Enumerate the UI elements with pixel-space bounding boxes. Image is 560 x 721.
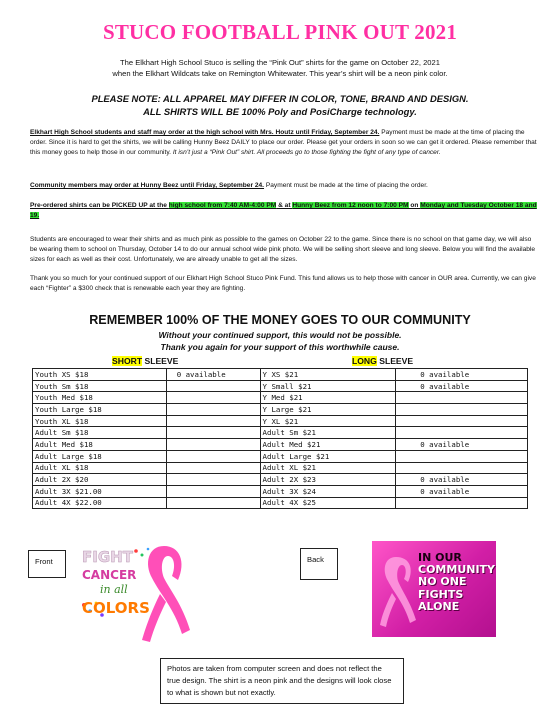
short-availability-cell — [166, 380, 260, 392]
short-sleeve-size-cell-text: Adult 2X $20 — [35, 475, 89, 485]
short-availability-cell-text — [169, 452, 177, 461]
sleeve-section-labels — [112, 356, 452, 367]
short-sleeve-size-cell-text: Adult 4X $22.00 — [35, 498, 102, 508]
intro-text — [30, 57, 530, 79]
sizes-table — [32, 368, 528, 509]
short-availability-cell-text — [169, 382, 177, 391]
short-availability-cell — [166, 369, 260, 381]
table-row — [33, 404, 528, 416]
long-availability-cell — [396, 485, 528, 497]
short-sleeve-size-cell — [33, 427, 167, 439]
short-sleeve-size-cell-text: Youth XL $18 — [35, 416, 89, 426]
long-availability-cell — [396, 474, 528, 486]
short-sleeve-size-cell — [33, 415, 167, 427]
long-availability-cell-text: 0 available — [420, 439, 470, 449]
long-sleeve-size-cell-text: Adult 2X $23 — [262, 475, 316, 485]
table-row — [33, 462, 528, 474]
logo-cancer: CANCER — [82, 568, 137, 582]
short-availability-cell-text — [169, 475, 177, 484]
long-availability-cell-text: 0 available — [420, 486, 470, 496]
table-row — [33, 497, 528, 509]
logo-in-all: in all — [100, 583, 128, 596]
long-availability-cell-text: 0 available — [420, 475, 470, 485]
short-sleeve-size-cell-text: Adult XL $18 — [35, 463, 89, 473]
short-availability-cell — [166, 485, 260, 497]
table-row — [33, 392, 528, 404]
community-order-paragraph — [30, 181, 540, 191]
table-row — [33, 427, 528, 439]
community-order-lead: Community members may order at Hunny Beez until Friday, September 24. — [30, 182, 265, 189]
short-availability-cell-text — [169, 417, 177, 426]
table-row — [33, 485, 528, 497]
short-sleeve-size-cell — [33, 462, 167, 474]
long-rest: SLEEVE — [376, 356, 414, 366]
long-sleeve-size-cell-text: Y Small $21 — [262, 381, 312, 391]
short-availability-cell — [166, 462, 260, 474]
page-title: STUCO FOOTBALL PINK OUT 2021 — [102, 20, 458, 44]
short-sleeve-size-cell-text: Youth Large $18 — [35, 404, 102, 414]
long-sleeve-size-cell-text: Adult Sm $21 — [262, 428, 316, 438]
short-sleeve-size-cell — [33, 380, 167, 392]
pickup-e: on — [408, 202, 421, 209]
long-sleeve-size-cell-text: Y XL $21 — [262, 416, 299, 426]
community-line-2: COMMUNITY — [418, 563, 496, 577]
short-availability-cell-text — [169, 393, 177, 402]
short-sleeve-size-cell-text: Adult 3X $21.00 — [35, 486, 102, 496]
short-availability-cell-text — [169, 428, 177, 437]
pickup-store-hours: Hunny Beez from 12 noon to 7:00 PM — [292, 202, 409, 209]
short-availability-cell-text — [169, 463, 177, 472]
pink-ribbon-icon — [130, 538, 200, 648]
short-sleeve-size-cell — [33, 439, 167, 451]
short-availability-cell — [166, 404, 260, 416]
long-sleeve-size-cell-text: Y XS $21 — [262, 369, 299, 379]
long-availability-cell — [396, 369, 528, 381]
short-availability-cell — [166, 439, 260, 451]
long-availability-cell — [396, 497, 528, 509]
short-sleeve-size-cell — [33, 450, 167, 462]
community-line-5: ALONE — [418, 599, 460, 613]
community-back-design — [372, 541, 496, 637]
short-sleeve-size-cell — [33, 497, 167, 509]
pickup-dates: Monday and Tuesday October 18 and 19. — [30, 202, 537, 219]
long-availability-cell — [396, 450, 528, 462]
pickup-paragraph — [30, 201, 540, 221]
long-sleeve-size-cell — [260, 497, 396, 509]
short-availability-cell — [166, 415, 260, 427]
table-row — [33, 439, 528, 451]
long-availability-cell — [396, 415, 528, 427]
short-sleeve-size-cell — [33, 485, 167, 497]
note-line-1: PLEASE NOTE: ALL APPAREL MAY DIFFER IN COLOR, TONE, BRAND AND DESIGN. — [91, 93, 469, 104]
short-availability-cell — [166, 450, 260, 462]
back-label: Back — [300, 548, 338, 580]
short-sleeve-size-cell-text: Adult Med $18 — [35, 439, 93, 449]
long-sleeve-size-cell — [260, 462, 396, 474]
community-heading: REMEMBER 100% OF THE MONEY GOES TO OUR COMMUNITY — [89, 313, 471, 327]
student-order-body: Payment must be made at the time of placing the order. Since it is hard to get the shirts, we will be calling Hunny Beez DAILY to place our order. Please get your orders in soon so we can get it ordered. Please remember that this money goes to help those in our community. — [30, 129, 537, 156]
pickup-school-hours: high school from 7:40 AM-4:00 PM — [168, 202, 277, 209]
intro-line-2: when the Elkhart Wildcats take on Remington Whitewater. This year’s shirt will be a neon pink color. — [112, 69, 448, 78]
logo-fight: FIGHT — [82, 548, 133, 566]
pickup-a: Pre-ordered shirts can be PICKED UP at the — [30, 202, 169, 209]
long-availability-cell-text: 0 available — [420, 369, 470, 379]
long-availability-cell-text — [398, 428, 420, 437]
support-subheading: Without your continued support, this would not be possible. — [158, 330, 402, 340]
long-availability-cell — [396, 427, 528, 439]
short-sleeve-size-cell-text: Youth XS $18 — [35, 369, 89, 379]
long-availability-cell — [396, 439, 528, 451]
long-availability-cell — [396, 380, 528, 392]
intro-line-1: The Elkhart High School Stuco is selling the “Pink Out” shirts for the game on October 22, 2021 — [120, 58, 440, 67]
community-text — [418, 552, 494, 613]
short-availability-cell-text — [169, 405, 177, 414]
long-sleeve-size-cell — [260, 415, 396, 427]
short-availability-cell — [166, 392, 260, 404]
long-availability-cell-text — [398, 393, 420, 402]
long-sleeve-size-cell — [260, 380, 396, 392]
short-sleeve-size-cell — [33, 369, 167, 381]
short-sleeve-size-cell — [33, 474, 167, 486]
long-sleeve-size-cell — [260, 485, 396, 497]
wear-shirts-paragraph: Students are encouraged to wear their shirts and as much pink as possible to the games on October 22 to the game. Since there is no school on that game day, we will also be wearing them to school on Thursday, October 14 to do our annual school wide pink photo. We will be selling short sleeve and long sleeve. Below you will find the available sizes for each as well as their cost. Unfortunately, we are already unable to get all the sizes. — [30, 236, 536, 263]
long-sleeve-size-cell-text: Adult 3X $24 — [262, 486, 316, 496]
long-availability-cell — [396, 462, 528, 474]
short-availability-cell — [166, 427, 260, 439]
thanks-subheading: Thank you again for your support of this worthwhile cause. — [160, 342, 400, 352]
long-availability-cell-text — [398, 417, 420, 426]
short-key: SHORT — [112, 356, 143, 366]
long-sleeve-size-cell-text: Adult XL $21 — [262, 463, 316, 473]
long-availability-cell-text — [398, 498, 420, 507]
short-availability-cell — [166, 474, 260, 486]
front-label: Front — [28, 550, 66, 578]
apparel-note — [20, 92, 540, 118]
short-sleeve-size-cell — [33, 404, 167, 416]
logo-colors: COLORS — [82, 599, 150, 617]
table-row — [33, 369, 528, 381]
long-sleeve-size-cell — [260, 474, 396, 486]
short-sleeve-size-cell-text: Adult Large $18 — [35, 451, 102, 461]
short-availability-cell-text — [169, 440, 177, 449]
long-sleeve-size-cell-text: Y Large $21 — [262, 404, 312, 414]
pink-ribbon-icon — [374, 551, 420, 631]
short-availability-cell-text — [169, 487, 177, 496]
table-row — [33, 415, 528, 427]
long-availability-cell — [396, 404, 528, 416]
short-sleeve-size-cell — [33, 392, 167, 404]
short-sleeve-size-cell-text: Youth Med $18 — [35, 393, 93, 403]
long-sleeve-size-cell-text: Y Med $21 — [262, 393, 303, 403]
long-sleeve-size-cell-text: Adult 4X $25 — [262, 498, 316, 508]
short-availability-cell-text: 0 available — [176, 369, 226, 379]
short-sleeve-size-cell-text: Adult Sm $18 — [35, 428, 89, 438]
photo-disclaimer: Photos are taken from computer screen and does not reflect the true design. The shirt is a neon pink and the designs will look close to what is shown but not exactly. — [160, 658, 404, 704]
student-order-paragraph — [30, 128, 540, 158]
long-availability-cell — [396, 392, 528, 404]
long-sleeve-label — [352, 356, 413, 366]
community-line-4: FIGHTS — [418, 587, 464, 601]
table-row — [33, 450, 528, 462]
short-sleeve-size-cell-text: Youth Sm $18 — [35, 381, 89, 391]
long-sleeve-size-cell-text: Adult Med $21 — [262, 439, 321, 449]
long-sleeve-size-cell — [260, 427, 396, 439]
table-row — [33, 474, 528, 486]
short-availability-cell-text — [169, 498, 177, 507]
long-sleeve-size-cell — [260, 392, 396, 404]
long-key: LONG — [352, 356, 377, 366]
long-availability-cell-text — [398, 463, 420, 472]
long-sleeve-size-cell — [260, 450, 396, 462]
long-sleeve-size-cell — [260, 404, 396, 416]
student-order-lead: Elkhart High School students and staff may order at the high school with Mrs. Houtz until Friday, September 24. — [30, 129, 380, 136]
student-order-italic: It isn’t just a “Pink Out” shirt. All proceeds go to those fighting the fight of any type of cancer. — [172, 149, 441, 156]
long-sleeve-size-cell — [260, 369, 396, 381]
table-row — [33, 380, 528, 392]
pickup-c: & at — [276, 202, 293, 209]
community-order-body: Payment must be made at the time of placing the order. — [264, 182, 428, 189]
long-sleeve-size-cell — [260, 439, 396, 451]
short-rest: SLEEVE — [142, 356, 179, 366]
long-sleeve-size-cell-text: Adult Large $21 — [262, 451, 330, 461]
community-line-1: IN OUR — [418, 551, 462, 564]
note-line-2: ALL SHIRTS WILL BE 100% Poly and PosiCharge technology. — [143, 106, 417, 117]
short-sleeve-label — [112, 356, 178, 366]
long-availability-cell-text — [398, 452, 420, 461]
long-availability-cell-text: 0 available — [420, 381, 470, 391]
community-line-3: NO ONE — [418, 575, 467, 589]
long-availability-cell-text — [398, 405, 420, 414]
thank-you-paragraph: Thank you so much for your continued support of our Elkhart High School Stuco Pink Fund. This fund allows us to help those with cancer in OUR area. Currently, we can give each “Fighter” a $300 check that is renewable each year they are fighting. — [30, 275, 536, 292]
short-availability-cell — [166, 497, 260, 509]
